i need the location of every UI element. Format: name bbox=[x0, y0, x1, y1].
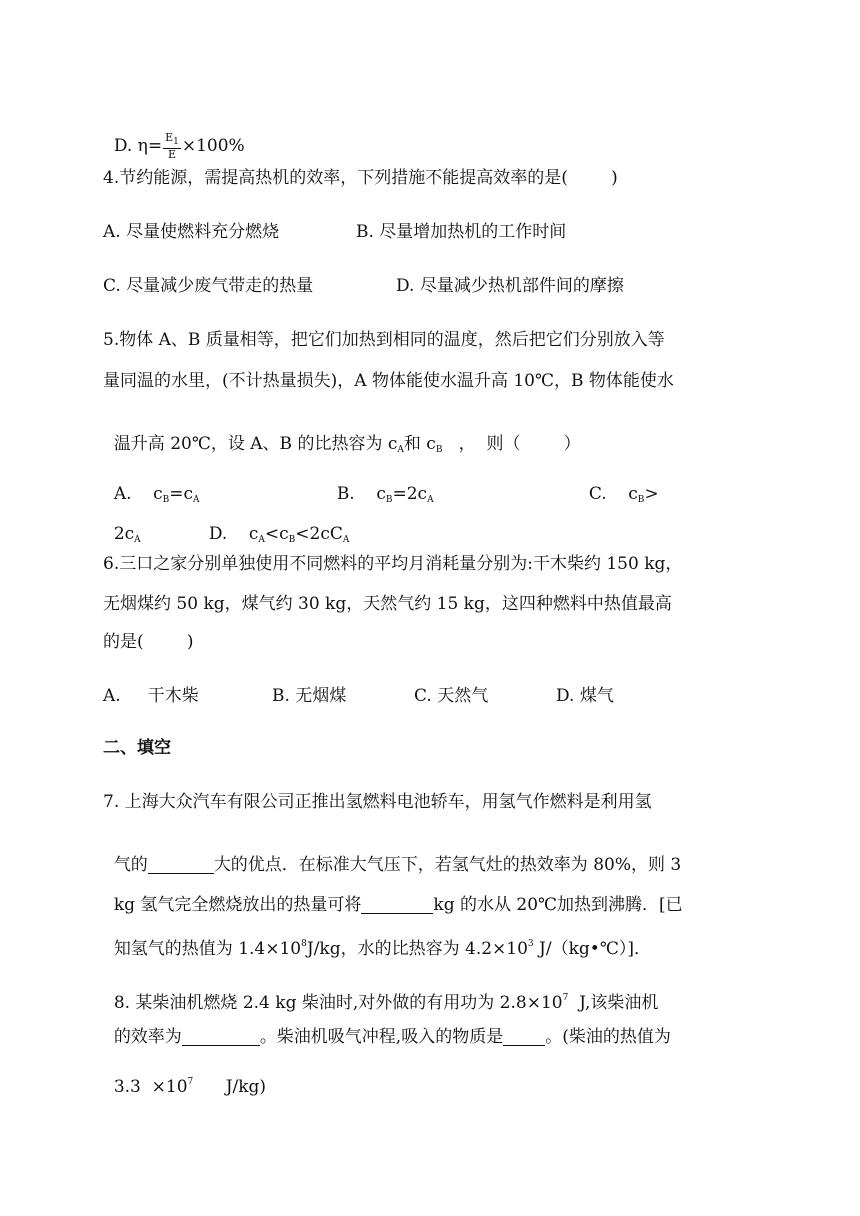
question-5-option-b: B. $c_B=2c_A$ bbox=[336, 484, 434, 505]
question-5-option-d: D. $c_A<c_B<2cC_A$ bbox=[208, 524, 350, 545]
option-d-efficiency bbox=[103, 108, 245, 161]
option-label: D. bbox=[113, 136, 138, 156]
question-6-option-d: D. 煤气 bbox=[556, 686, 614, 706]
question-6-option-b: B. 无烟煤 bbox=[272, 686, 347, 706]
fraction: $\frac{E_1}{E}$ bbox=[165, 131, 179, 161]
question-6-line1: 6.三口之家分别单独使用不同燃料的平均月消耗量分别为:干木柴约 150 kg， bbox=[103, 554, 683, 574]
answer-blank[interactable] bbox=[182, 1027, 260, 1046]
section-heading: 二、填空 bbox=[103, 738, 171, 758]
question-4-option-b: B. 尽量增加热机的工作时间 bbox=[356, 222, 567, 242]
question-6-line3: 的是( ) bbox=[103, 632, 194, 652]
question-5-option-a: A. $c_B=c_A$ bbox=[113, 484, 200, 505]
question-5-line2: 量同温的水里，(不计热量损失)，A 物体能使水温升高 10℃，B 物体能使水 bbox=[103, 371, 674, 391]
question-8-line1: 8. 某柴油机燃烧 2.4 kg 柴油时,对外做的有用功为 $2.8\times 10^7$ J,该柴油机 bbox=[113, 993, 659, 1013]
question-4-option-c: C. 尽量减少废气带走的热量 bbox=[103, 276, 314, 296]
question-8-line2: 的效率为 。柴油机吸气冲程,吸入的物质是 。(柴油的热值为 bbox=[113, 1027, 671, 1047]
question-6-line2: 无烟煤约 50 kg，煤气约 30 kg，天然气约 15 kg，这四种燃料中热值最高 bbox=[103, 594, 672, 614]
question-4-option-a: A. 尽量使燃料充分燃烧 bbox=[103, 222, 280, 242]
question-4-option-d: D. 尽量减少热机部件间的摩擦 bbox=[396, 276, 624, 296]
question-5-line1: 5.物体 A、B 质量相等，把它们加热到相同的温度，然后把它们分别放入等 bbox=[103, 330, 665, 350]
question-7-line1: 7. 上海大众汽车有限公司正推出氢燃料电池轿车，用氢气作燃料是利用氢 bbox=[103, 792, 652, 812]
question-5-option-c-cont: $2c_A$ bbox=[113, 524, 141, 545]
question-7-line3: kg 氢气完全燃烧放出的热量可将 kg 的水从 20℃加热到沸腾．[已 bbox=[113, 895, 683, 915]
question-8-line3: $3.3 \times 10^7$ J/kg) bbox=[113, 1077, 267, 1097]
percent-text: ×100% bbox=[181, 136, 245, 156]
question-7-line4: 知氢气的热值为 $1.4\times 10^8J/kg$，水的比热容为 $4.2\times 10^3$ J/（kg•℃）]． bbox=[113, 939, 651, 959]
question-6-option-c: C. 天然气 bbox=[414, 686, 489, 706]
answer-blank[interactable] bbox=[503, 1027, 545, 1046]
eta-symbol: η= bbox=[137, 136, 163, 156]
question-4-stem: 4.节约能源，需提高热机的效率，下列措施不能提高效率的是( ) bbox=[103, 168, 618, 188]
question-5-option-c: C. $c_B>$ bbox=[588, 484, 659, 505]
question-6-option-a: A. 干木柴 bbox=[103, 686, 199, 706]
question-5-line3: 温升高 20℃，设 A、B 的比热容为 $c_A$和 $c_B$ ， 则（ ） bbox=[113, 434, 581, 455]
question-7-line2: 气的 大的优点．在标准大气压下，若氢气灶的热效率为 80%，则 3 bbox=[113, 855, 682, 875]
